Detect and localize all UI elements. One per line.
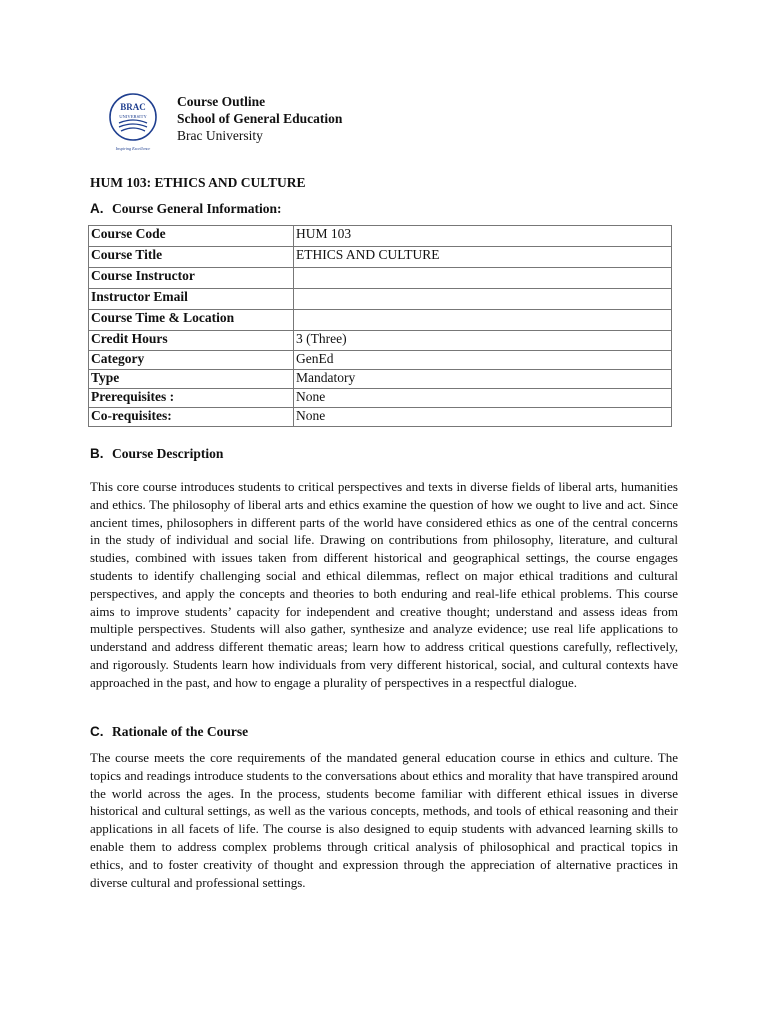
info-table-row bbox=[89, 268, 672, 289]
info-table-row bbox=[89, 370, 672, 389]
section-c-letter: C. bbox=[90, 724, 104, 739]
logo-text-bottom: UNIVERSITY bbox=[119, 114, 147, 119]
course-info-table bbox=[88, 225, 672, 427]
info-table-key: Credit Hours bbox=[89, 331, 294, 351]
info-table-value: HUM 103 bbox=[294, 226, 672, 247]
info-table-key: Co-requisites: bbox=[89, 408, 294, 427]
info-table-row bbox=[89, 331, 672, 351]
header-line-course-outline: Course Outline bbox=[177, 94, 266, 109]
section-c-title: Rationale of the Course bbox=[112, 724, 249, 739]
info-table-value bbox=[294, 268, 672, 289]
info-table-row bbox=[89, 226, 672, 247]
info-table-value: GenEd bbox=[294, 351, 672, 370]
info-table-value bbox=[294, 289, 672, 310]
info-table-key: Course Time & Location bbox=[89, 310, 294, 331]
info-table-value: 3 (Three) bbox=[294, 331, 672, 351]
info-table-row bbox=[89, 247, 672, 268]
section-a-letter: A. bbox=[90, 201, 104, 216]
info-table-row bbox=[89, 351, 672, 370]
info-table-value: ETHICS AND CULTURE bbox=[294, 247, 672, 268]
info-table-key: Course Title bbox=[89, 247, 294, 268]
info-table-key: Course Code bbox=[89, 226, 294, 247]
info-table-value: Mandatory bbox=[294, 370, 672, 389]
info-table-value bbox=[294, 310, 672, 331]
info-table-row bbox=[89, 310, 672, 331]
info-table-value: None bbox=[294, 408, 672, 427]
section-c-heading bbox=[90, 724, 248, 740]
info-table-row bbox=[89, 289, 672, 310]
course-heading: HUM 103: ETHICS AND CULTURE bbox=[90, 175, 306, 190]
logo-tagline: Inspiring Excellence bbox=[115, 146, 151, 151]
section-a-title: Course General Information: bbox=[112, 201, 282, 216]
section-a-heading bbox=[90, 201, 281, 217]
info-table-key: Type bbox=[89, 370, 294, 389]
info-table-key: Instructor Email bbox=[89, 289, 294, 310]
course-description-text: This core course introduces students to critical perspectives and texts in diverse fields of liberal arts, humanities and ethics. The philosophy of liberal arts and ethics examine the question of how we ought to live and act. Since ancient times, philosophers in different parts of the world have considered ethics as one of the central concerns in the study of individual and social life. Drawing on contributions from philosophy, literature, and cultural studies, combined with issues taken from different historical and geographical settings, the course engages students to identify challenging social and ethical dilemmas, reflect on major ethical traditions and cultural perspectives, and apply the concepts and theories to both enduring and real-life ethical problems. This course aims to improve students’ capacity for independent and creative thought; understand and assess ideas from multiple perspectives. Students will also gather, synthesize and analyze evidence; use real life applications to understand and address different thematic areas; learn how to address critical questions carefully, reflectively, and rigorously. Students learn how individuals from very different historical, social, and cultural contexts have approached in the past, and how to engage a plurality of perspectives in a respectful dialogue. bbox=[90, 479, 678, 690]
logo-text-top: BRAC bbox=[120, 102, 146, 112]
info-table-row bbox=[89, 408, 672, 427]
section-b-heading bbox=[90, 446, 223, 462]
header-line-university: Brac University bbox=[177, 128, 263, 143]
info-table-row bbox=[89, 389, 672, 408]
section-b-letter: B. bbox=[90, 446, 104, 461]
info-table-key: Category bbox=[89, 351, 294, 370]
course-rationale-text: The course meets the core requirements of the mandated general education course in ethics and culture. The topics and readings introduce students to the conversations about ethics and morality that have transpired around the world across the ages. In the process, students become familiar with different ethical issues in diverse historical and cultural settings, as well as the various concepts, methods, and tools of ethical reasoning and their applications in all facets of life. The course is also designed to equip students with advanced learning skills to enable them to address complex problems through critical analysis of philosophical and practical topics in ethics, and to foster creativity of thought and expression through the appreciation of alternative practices in diverse cultural and professional settings. bbox=[90, 750, 678, 890]
info-table-key: Course Instructor bbox=[89, 268, 294, 289]
header-line-school: School of General Education bbox=[177, 111, 343, 126]
brac-university-logo bbox=[100, 88, 170, 154]
info-table-key: Prerequisites : bbox=[89, 389, 294, 408]
section-b-title: Course Description bbox=[112, 446, 224, 461]
info-table-value: None bbox=[294, 389, 672, 408]
document-header bbox=[177, 93, 342, 144]
